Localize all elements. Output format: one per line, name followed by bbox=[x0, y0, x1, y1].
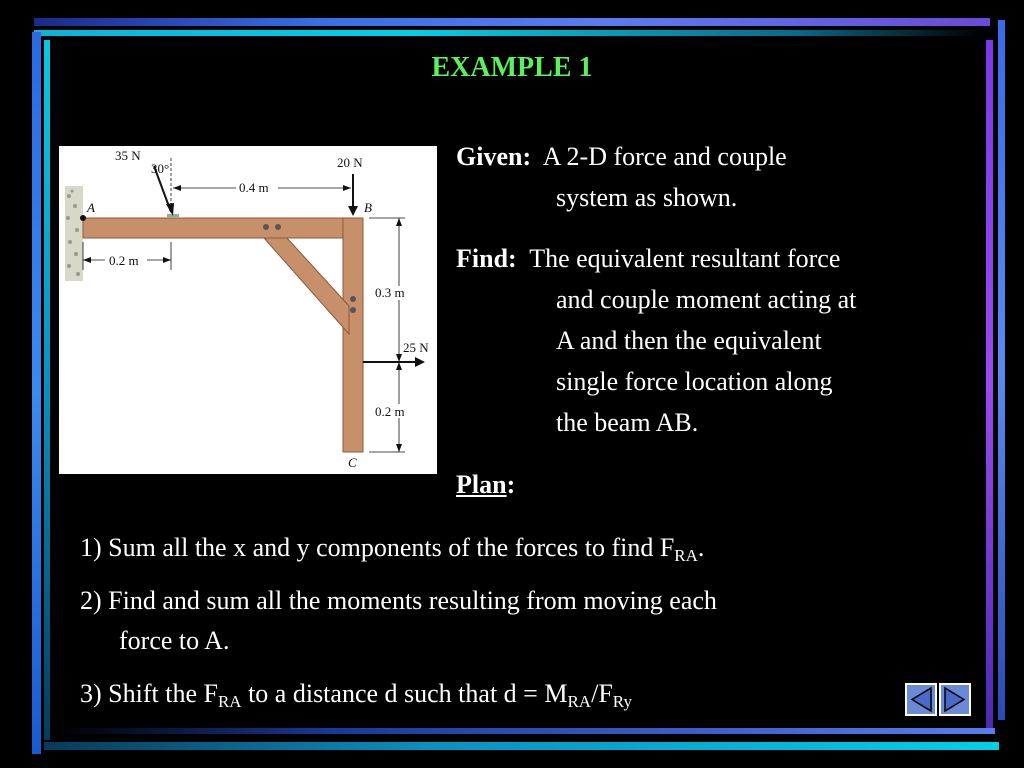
find-label: Find: bbox=[456, 244, 517, 273]
decorative-bottom-bar bbox=[44, 742, 999, 750]
force-20-label: 20 N bbox=[337, 155, 363, 170]
step-1-subscript: RA bbox=[674, 546, 698, 565]
point-c-label: C bbox=[348, 455, 357, 470]
dim-arrowhead bbox=[396, 444, 402, 452]
dim-02-right-label: 0.2 m bbox=[375, 404, 405, 419]
find-line-2: and couple moment acting at bbox=[556, 285, 857, 314]
step-3-subscript-ry: Ry bbox=[612, 692, 632, 711]
bolt bbox=[263, 224, 269, 230]
prev-slide-button[interactable] bbox=[905, 683, 937, 716]
step-1 bbox=[80, 528, 704, 568]
frame-diagram bbox=[59, 146, 437, 474]
dim-02-top-label: 0.2 m bbox=[109, 253, 139, 268]
point-b-label: B bbox=[364, 200, 372, 215]
angle-30-label: 30° bbox=[151, 161, 170, 176]
beam-ab bbox=[83, 218, 363, 238]
decorative-left-bar-inner bbox=[44, 40, 50, 740]
dim-arrowhead bbox=[343, 185, 351, 191]
diagonal-brace bbox=[264, 238, 349, 334]
force-20-arrowhead bbox=[348, 206, 358, 216]
frame-diagram-svg bbox=[59, 146, 437, 474]
decorative-bottom-bar-inner bbox=[55, 728, 995, 734]
next-slide-button[interactable] bbox=[939, 683, 971, 716]
find-line-1: The equivalent resultant force bbox=[529, 244, 841, 273]
dim-arrowhead bbox=[396, 354, 402, 362]
dim-arrowhead bbox=[163, 257, 171, 263]
find-line-5: the beam AB. bbox=[556, 408, 699, 437]
triangle-right-icon bbox=[941, 685, 969, 714]
step-2-line-2: force to A. bbox=[119, 626, 230, 655]
step-3 bbox=[80, 674, 632, 714]
bolt bbox=[350, 296, 356, 302]
decorative-top-bar bbox=[34, 18, 990, 26]
bolt bbox=[275, 224, 281, 230]
dim-arrowhead bbox=[396, 218, 402, 226]
step-3-subscript-mra: RA bbox=[567, 692, 592, 711]
find-line-4: single force location along bbox=[556, 367, 833, 396]
slide-title: EXAMPLE 1 bbox=[431, 52, 593, 83]
point-a-marker bbox=[80, 215, 86, 221]
step-2-line-1: 2) Find and sum all the moments resulting from moving each bbox=[80, 586, 717, 615]
decorative-right-bar-inner bbox=[986, 40, 993, 730]
step-3-text-slash: /F bbox=[591, 679, 613, 708]
step-1-period: . bbox=[697, 533, 705, 562]
given-line-1: A 2-D force and couple bbox=[542, 142, 787, 171]
given-block bbox=[456, 136, 976, 218]
dim-03-label: 0.3 m bbox=[375, 285, 405, 300]
dim-arrowhead bbox=[173, 185, 181, 191]
decorative-right-bar bbox=[998, 20, 1005, 720]
given-line-2: system as shown. bbox=[556, 183, 738, 212]
dim-04-label: 0.4 m bbox=[239, 180, 269, 195]
force-25-label: 25 N bbox=[403, 340, 429, 355]
column-bc bbox=[343, 218, 363, 452]
point-a-label: A bbox=[87, 200, 95, 215]
decorative-top-bar-inner bbox=[34, 30, 984, 36]
force-35-label: 35 N bbox=[115, 148, 141, 163]
bolt bbox=[350, 307, 356, 313]
plan-heading bbox=[456, 464, 515, 505]
plan-label: Plan bbox=[456, 470, 507, 499]
dim-arrowhead bbox=[396, 362, 402, 370]
find-block bbox=[456, 238, 976, 443]
step-3-text: 3) Shift the F bbox=[80, 679, 218, 708]
find-line-3: A and then the equivalent bbox=[556, 326, 822, 355]
triangle-left-icon bbox=[907, 685, 935, 714]
step-1-text: 1) Sum all the x and y components of the forces to find F bbox=[80, 533, 675, 562]
step-3-subscript-ra: RA bbox=[217, 692, 242, 711]
given-label: Given: bbox=[456, 142, 532, 171]
force-25-arrowhead bbox=[415, 357, 425, 367]
plan-colon: : bbox=[506, 470, 516, 499]
decorative-left-bar bbox=[32, 32, 41, 754]
dim-arrowhead bbox=[83, 257, 91, 263]
step-3-text-mid: to a distance d such that d = M bbox=[241, 679, 568, 708]
